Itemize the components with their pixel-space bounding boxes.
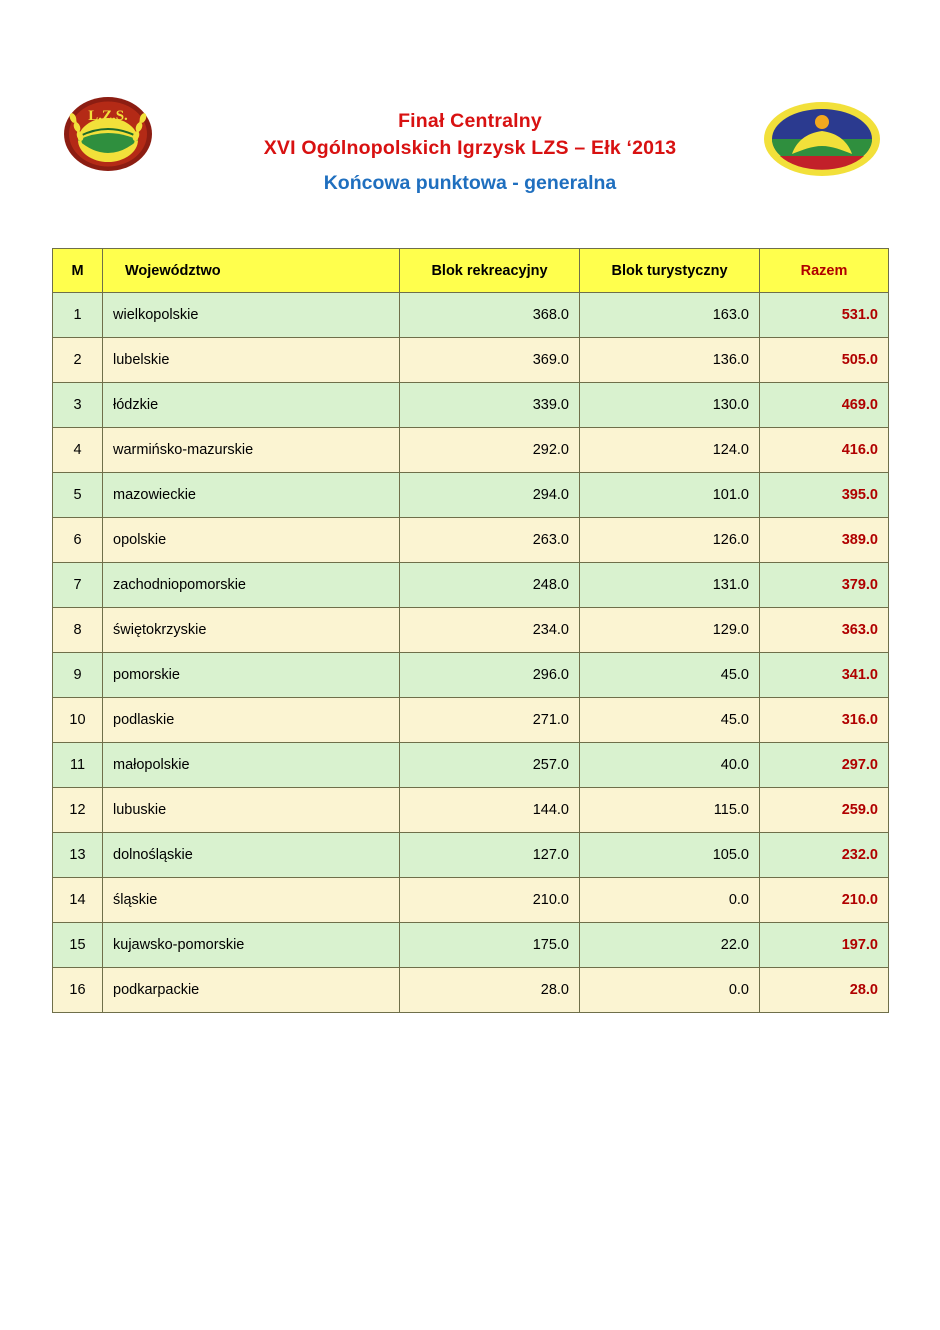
cell-region: dolnośląskie bbox=[103, 833, 400, 878]
table-row bbox=[53, 563, 889, 608]
points-table bbox=[52, 248, 889, 1013]
cell-total: 379.0 bbox=[760, 563, 889, 608]
cell-total: 316.0 bbox=[760, 698, 889, 743]
col-header-place: M bbox=[53, 249, 103, 293]
cell-tourism: 131.0 bbox=[580, 563, 760, 608]
cell-region: kujawsko-pomorskie bbox=[103, 923, 400, 968]
cell-place: 15 bbox=[53, 923, 103, 968]
table-row bbox=[53, 293, 889, 338]
cell-place: 12 bbox=[53, 788, 103, 833]
col-header-total: Razem bbox=[760, 249, 889, 293]
cell-place: 3 bbox=[53, 383, 103, 428]
cell-total: 469.0 bbox=[760, 383, 889, 428]
cell-total: 197.0 bbox=[760, 923, 889, 968]
cell-place: 10 bbox=[53, 698, 103, 743]
cell-recreation: 144.0 bbox=[400, 788, 580, 833]
cell-tourism: 45.0 bbox=[580, 653, 760, 698]
cell-recreation: 234.0 bbox=[400, 608, 580, 653]
table-row bbox=[53, 698, 889, 743]
cell-tourism: 129.0 bbox=[580, 608, 760, 653]
cell-region: podkarpackie bbox=[103, 968, 400, 1013]
table-row bbox=[53, 338, 889, 383]
cell-total: 531.0 bbox=[760, 293, 889, 338]
cell-total: 395.0 bbox=[760, 473, 889, 518]
title-line-2: XVI Ogólnopolskich Igrzysk LZS – Ełk ‘2013 bbox=[263, 137, 677, 159]
cell-region: śląskie bbox=[103, 878, 400, 923]
cell-total: 259.0 bbox=[760, 788, 889, 833]
cell-total: 297.0 bbox=[760, 743, 889, 788]
cell-total: 505.0 bbox=[760, 338, 889, 383]
cell-recreation: 263.0 bbox=[400, 518, 580, 563]
cell-place: 13 bbox=[53, 833, 103, 878]
table-body bbox=[53, 293, 889, 1013]
cell-tourism: 45.0 bbox=[580, 698, 760, 743]
cell-recreation: 257.0 bbox=[400, 743, 580, 788]
cell-recreation: 175.0 bbox=[400, 923, 580, 968]
cell-place: 4 bbox=[53, 428, 103, 473]
cell-region: łódzkie bbox=[103, 383, 400, 428]
cell-region: lubelskie bbox=[103, 338, 400, 383]
table-row bbox=[53, 968, 889, 1013]
table-row bbox=[53, 878, 889, 923]
cell-region: lubuskie bbox=[103, 788, 400, 833]
table-row bbox=[53, 608, 889, 653]
title-line-3: Końcowa punktowa - generalna bbox=[323, 172, 617, 194]
igrzyska-oval-logo bbox=[762, 100, 882, 178]
cell-tourism: 115.0 bbox=[580, 788, 760, 833]
cell-total: 389.0 bbox=[760, 518, 889, 563]
cell-total: 341.0 bbox=[760, 653, 889, 698]
cell-place: 6 bbox=[53, 518, 103, 563]
cell-tourism: 163.0 bbox=[580, 293, 760, 338]
cell-tourism: 130.0 bbox=[580, 383, 760, 428]
cell-recreation: 292.0 bbox=[400, 428, 580, 473]
col-header-region: Województwo bbox=[103, 249, 400, 293]
title-line-1: Finał Centralny bbox=[398, 110, 542, 132]
cell-tourism: 126.0 bbox=[580, 518, 760, 563]
cell-total: 28.0 bbox=[760, 968, 889, 1013]
table-row bbox=[53, 518, 889, 563]
lzs-shield-logo bbox=[62, 96, 154, 176]
table-row bbox=[53, 743, 889, 788]
table-header-row bbox=[53, 249, 889, 293]
cell-recreation: 210.0 bbox=[400, 878, 580, 923]
cell-recreation: 127.0 bbox=[400, 833, 580, 878]
cell-tourism: 105.0 bbox=[580, 833, 760, 878]
cell-total: 416.0 bbox=[760, 428, 889, 473]
cell-region: opolskie bbox=[103, 518, 400, 563]
cell-region: świętokrzyskie bbox=[103, 608, 400, 653]
cell-place: 8 bbox=[53, 608, 103, 653]
title-block bbox=[170, 108, 770, 197]
document-header bbox=[0, 88, 940, 208]
lzs-logo-text: L.Z.S. bbox=[88, 108, 128, 124]
table-row bbox=[53, 653, 889, 698]
cell-recreation: 294.0 bbox=[400, 473, 580, 518]
cell-place: 11 bbox=[53, 743, 103, 788]
cell-region: podlaskie bbox=[103, 698, 400, 743]
cell-region: wielkopolskie bbox=[103, 293, 400, 338]
cell-region: zachodniopomorskie bbox=[103, 563, 400, 608]
cell-tourism: 40.0 bbox=[580, 743, 760, 788]
cell-recreation: 248.0 bbox=[400, 563, 580, 608]
cell-tourism: 101.0 bbox=[580, 473, 760, 518]
table-row bbox=[53, 383, 889, 428]
cell-place: 1 bbox=[53, 293, 103, 338]
cell-region: pomorskie bbox=[103, 653, 400, 698]
cell-place: 14 bbox=[53, 878, 103, 923]
cell-tourism: 22.0 bbox=[580, 923, 760, 968]
cell-region: warmińsko-mazurskie bbox=[103, 428, 400, 473]
cell-total: 210.0 bbox=[760, 878, 889, 923]
table-row bbox=[53, 788, 889, 833]
cell-recreation: 28.0 bbox=[400, 968, 580, 1013]
cell-total: 232.0 bbox=[760, 833, 889, 878]
cell-recreation: 296.0 bbox=[400, 653, 580, 698]
cell-place: 7 bbox=[53, 563, 103, 608]
table-row bbox=[53, 428, 889, 473]
cell-recreation: 339.0 bbox=[400, 383, 580, 428]
cell-recreation: 368.0 bbox=[400, 293, 580, 338]
cell-tourism: 136.0 bbox=[580, 338, 760, 383]
cell-place: 2 bbox=[53, 338, 103, 383]
cell-region: mazowieckie bbox=[103, 473, 400, 518]
cell-total: 363.0 bbox=[760, 608, 889, 653]
col-header-tourism: Blok turystyczny bbox=[580, 249, 760, 293]
cell-tourism: 0.0 bbox=[580, 878, 760, 923]
cell-recreation: 271.0 bbox=[400, 698, 580, 743]
table-row bbox=[53, 473, 889, 518]
cell-recreation: 369.0 bbox=[400, 338, 580, 383]
table-row bbox=[53, 833, 889, 878]
points-table-wrap bbox=[52, 248, 888, 1013]
cell-tourism: 0.0 bbox=[580, 968, 760, 1013]
cell-tourism: 124.0 bbox=[580, 428, 760, 473]
table-row bbox=[53, 923, 889, 968]
cell-place: 16 bbox=[53, 968, 103, 1013]
col-header-recreation: Blok rekreacyjny bbox=[400, 249, 580, 293]
cell-place: 5 bbox=[53, 473, 103, 518]
cell-region: małopolskie bbox=[103, 743, 400, 788]
cell-place: 9 bbox=[53, 653, 103, 698]
